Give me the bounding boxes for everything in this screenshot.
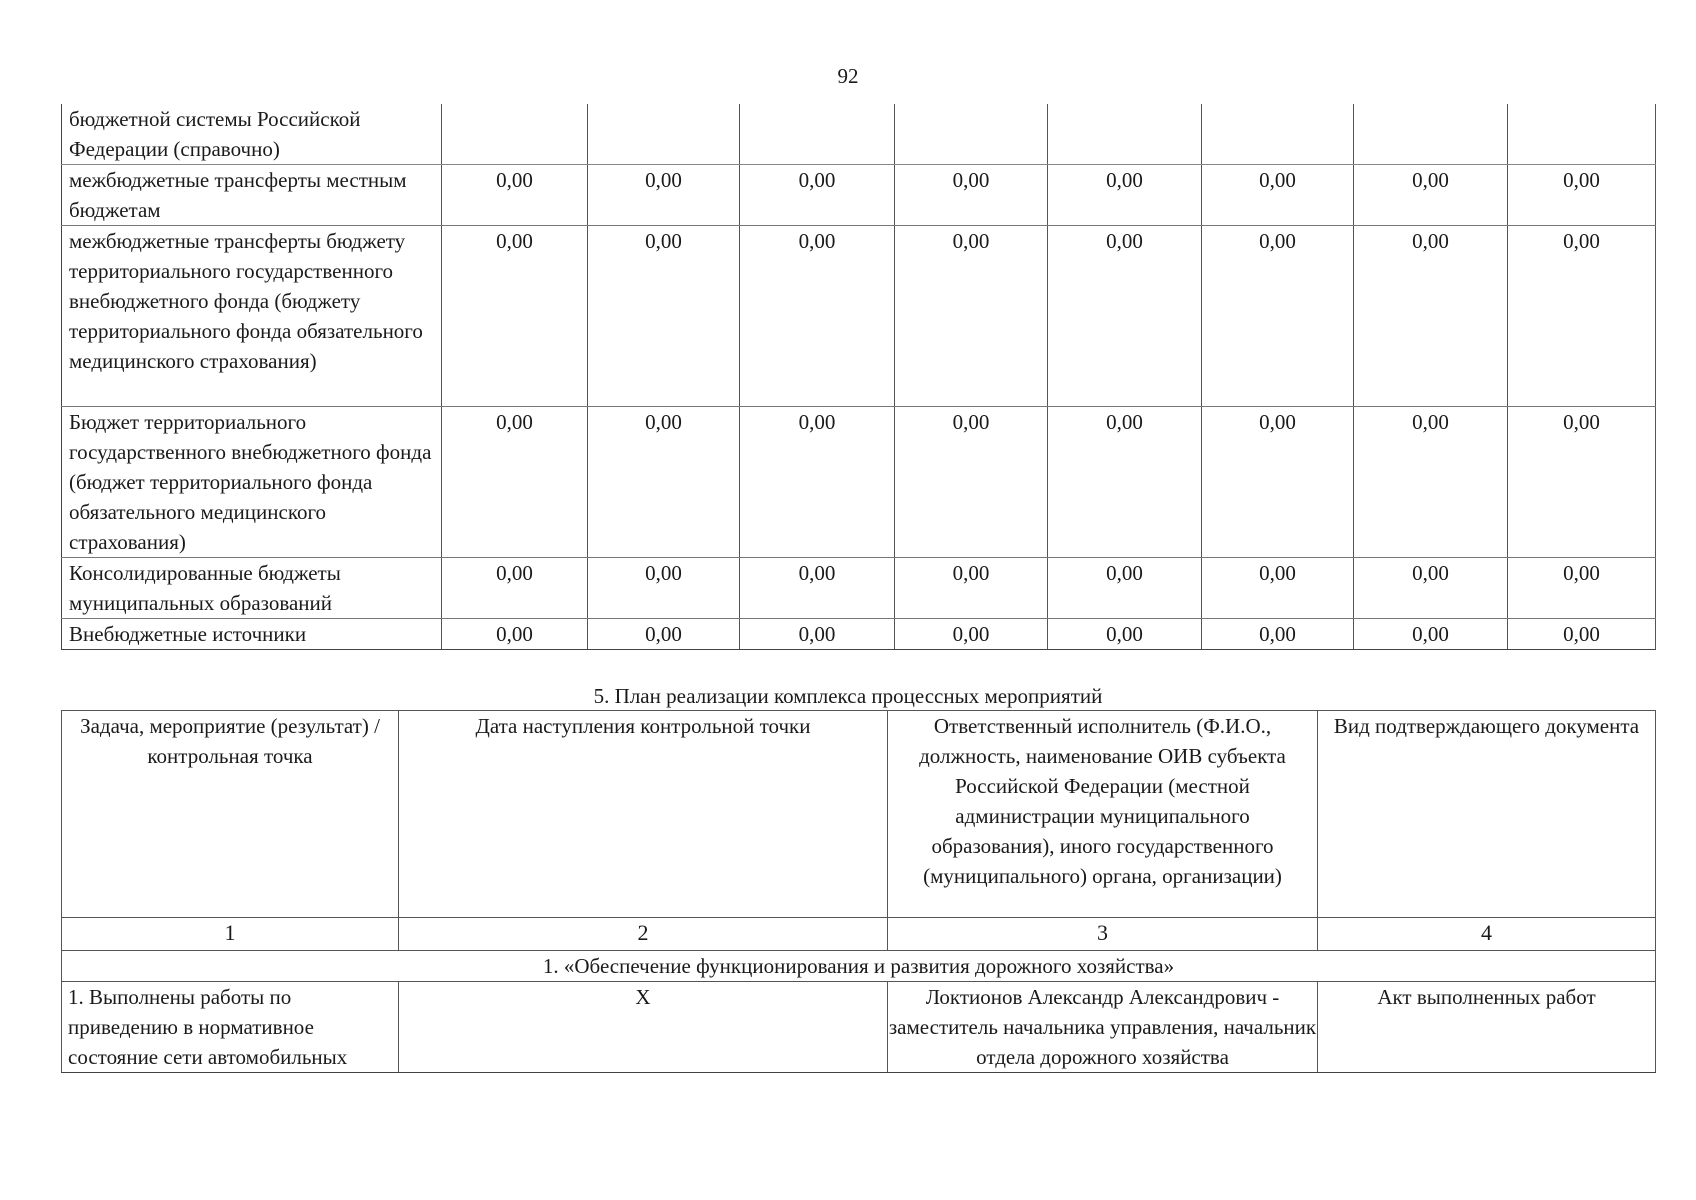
document-cell: Акт выполненных работ [1318,982,1656,1073]
table-cell: 0,00 [1354,619,1508,650]
table-row [62,226,1656,407]
table-row [62,165,1656,226]
table-cell: 0,00 [1202,226,1354,407]
column-header: Дата наступления контрольной точки [399,711,888,918]
column-header: Задача, мероприятие (результат) / контрольная точка [62,711,399,918]
table-cell: 0,00 [442,226,588,407]
table-cell: 0,00 [1508,619,1656,650]
table-cell: 0,00 [895,407,1048,558]
table-row [62,407,1656,558]
table-cell: 0,00 [1048,407,1202,558]
column-header: Вид подтверждающего документа [1318,711,1656,918]
row-label: Внебюджетные источники [62,619,442,650]
table-cell: 0,00 [588,407,740,558]
row-label: Консолидированные бюджеты муниципальных образований [62,558,442,619]
table-cell: 0,00 [740,407,895,558]
column-number: 3 [888,918,1318,951]
finance-table [61,104,1656,650]
table-cell: 0,00 [1508,558,1656,619]
date-cell: Х [399,982,888,1073]
table-cell: 0,00 [588,619,740,650]
table-cell: 0,00 [442,407,588,558]
table-cell: 0,00 [442,558,588,619]
row-label: межбюджетные трансферты бюджету территориального государственного внебюджетного фонда (бюджету территориального фонда обязательного медицинского страхования) [62,226,442,407]
table-cell: 0,00 [895,226,1048,407]
table-cell: 0,00 [740,619,895,650]
section-title: 5. План реализации комплекса процессных мероприятий [593,684,1103,708]
table-row [62,558,1656,619]
table-cell: 0,00 [442,165,588,226]
table-cell: 0,00 [1508,226,1656,407]
table-cell: 0,00 [740,226,895,407]
task-cell: 1. Выполнены работы по приведению в нормативное состояние сети автомобильных [62,982,399,1073]
table-cell: 0,00 [895,619,1048,650]
column-number: 1 [62,918,399,951]
row-label: бюджетной системы Российской Федерации (справочно) [62,104,442,165]
column-number: 4 [1318,918,1656,951]
column-number: 2 [399,918,888,951]
table-cell: 0,00 [1508,407,1656,558]
table-row [62,619,1656,650]
plan-table [61,710,1656,1073]
table-cell: 0,00 [1048,226,1202,407]
table-cell: 0,00 [1048,165,1202,226]
column-number-row [62,918,1656,951]
column-header: Ответственный исполнитель (Ф.И.О., должность, наименование ОИВ субъекта Российской Федерации (местной администрации муниципального образования), иного государственного (муниципального) органа, организации) [888,711,1318,918]
responsible-cell: Локтионов Александр Александрович - заместитель начальника управления, начальник отдела дорожного хозяйства [888,982,1318,1073]
table-cell: 0,00 [1202,165,1354,226]
group-row [62,951,1656,982]
table-cell: 0,00 [740,165,895,226]
table-cell: 0,00 [740,558,895,619]
table-cell: 0,00 [1048,619,1202,650]
table-cell: 0,00 [588,558,740,619]
page-number: 92 [837,64,859,88]
table-cell: 0,00 [1354,226,1508,407]
table-cell: 0,00 [588,226,740,407]
table-cell: 0,00 [442,619,588,650]
table-cell: 0,00 [1202,407,1354,558]
table-cell: 0,00 [1202,558,1354,619]
table-row [62,982,1656,1073]
table-cell: 0,00 [895,165,1048,226]
table-cell: 0,00 [1354,165,1508,226]
table-cell: 0,00 [1202,619,1354,650]
table-header-row [62,711,1656,918]
table-cell: 0,00 [1354,407,1508,558]
table-row [62,104,1656,165]
table-cell: 0,00 [588,165,740,226]
row-label: межбюджетные трансферты местным бюджетам [62,165,442,226]
table-cell: 0,00 [1048,558,1202,619]
group-title: 1. «Обеспечение функционирования и развития дорожного хозяйства» [62,951,1656,982]
table-cell: 0,00 [895,558,1048,619]
table-cell: 0,00 [1354,558,1508,619]
table-cell: 0,00 [1508,165,1656,226]
row-label: Бюджет территориального государственного внебюджетного фонда (бюджет территориального фонда обязательного медицинского страхования) [62,407,442,558]
